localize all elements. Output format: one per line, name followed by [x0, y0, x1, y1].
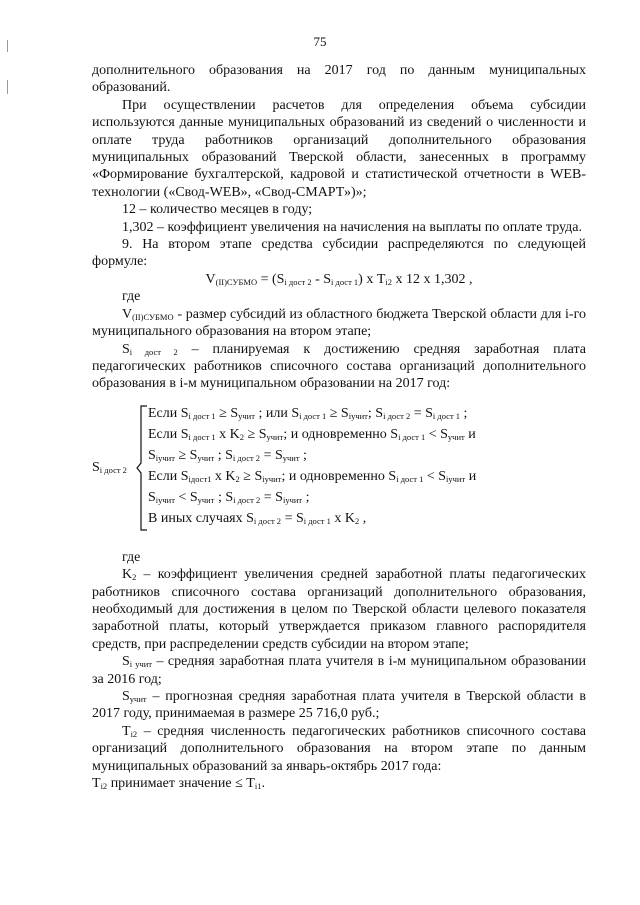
case-line: Если $S_{i дост 1}$ х $K_2 \ge S_{учит}$; и одновременно $S_{i дост 1} < S_{учит}$ и: [148, 426, 476, 442]
case-line: Если $S_{iдост1}$ х $K_2 \ge S_{iучит}$; и одновременно $S_{i дост 1} < S_{iучит}$ и: [148, 468, 477, 484]
case-line: В иных случаях $S_{i дост 2} = S_{i дост 1}$ х $K_2$ ,: [148, 510, 367, 526]
cases-lhs: $S_{i дост 2}$: [92, 459, 127, 475]
definition-v: $V_{(II)СУБМО}$ - размер субсидий из областного бюджета Тверской области для i-го муниципального образования на втором этапе;: [92, 306, 586, 340]
gde-label: где: [122, 289, 141, 305]
cases-lines: [148, 403, 476, 529]
paragraph: дополнительного образования на 2017 год по данным муниципальных образований.: [92, 63, 586, 96]
paragraph: 9. На втором этапе средства субсидии распределяются по следующей формуле:: [92, 237, 586, 270]
scan-margin-mark: [7, 80, 8, 94]
case-line: $S_{iучит} < S_{учит}$ ; $S_{i дост 2} = S_{iучит}$ ;: [148, 489, 310, 505]
definition-item: $S_{учит}$ – прогнозная средняя заработная плата учителя в Тверской области в 2017 году, принимаемая в размере 25 716,0 руб.;: [92, 688, 586, 722]
case-line: Если $S_{i дост 1} \ge S_{учит}$ ; или $S_{i дост 1} \ge S_{iучит}$; $S_{i дост 2} = S_{i дост 1}$ ;: [148, 405, 468, 421]
definition-item: $K_2$ – коэффициент увеличения средней заработной платы педагогических работников списочного состава организаций дополнительного образования, необходимый для достижения в целом по Тверской области целевого показателя заработной платы, который утверждается приказом главного распорядителя средств, при распределении средств субсидии на втором этапе;: [92, 567, 586, 652]
formula-main: $V_{(II)СУБМО} = (S_{i дост 2} - S_{i дост 1})$ х $T_{i2}$ х 12 х 1,302 ,: [205, 271, 473, 287]
definition-s: $S_{i дост 2}$ – планируемая к достижению средняя заработная плата педагогических работников списочного состава организаций дополнительного образования в i-м муниципальном образовании на 2017 год:: [92, 341, 586, 392]
definition-item: $T_{i2}$ – средняя численность педагогических работников списочного состава организаций дополнительного образования на втором этапе по данным муниципальных образований за январь-октябрь 2017 года:: [92, 723, 586, 774]
left-bracket-icon: [136, 405, 148, 531]
page-number: 75: [313, 34, 327, 49]
cases-formula: [92, 403, 586, 535]
gde-label: где: [122, 549, 141, 565]
document-body: [92, 62, 586, 792]
paragraph: 1,302 – коэффициент увеличения на начисления на выплаты по оплате труда.: [122, 219, 582, 235]
last-line: $T_{i2}$ принимает значение ≤ $T_{i1}$.: [92, 776, 265, 791]
definitions-list: [92, 566, 586, 775]
paragraph: 12 – количество месяцев в году;: [122, 202, 313, 218]
paragraph: При осуществлении расчетов для определения объема субсидии используются данные муниципальных образований из сведений о численности и оплате труда работников организаций дополнительного образования муниципальных образований Тверской области, занесенных в программу «Формирование бухгалтерской, кадровой и статистической отчетности в WEB-технологии («Свод-WEB», «Свод-СМАРТ»)»;: [92, 97, 586, 200]
case-line: $S_{iучит} \ge S_{учит}$ ; $S_{i дост 2} = S_{учит}$ ;: [148, 447, 307, 463]
definition-item: $S_{i учит}$ – средняя заработная плата учителя в i-м муниципальном образовании за 2016 год;: [92, 654, 586, 687]
